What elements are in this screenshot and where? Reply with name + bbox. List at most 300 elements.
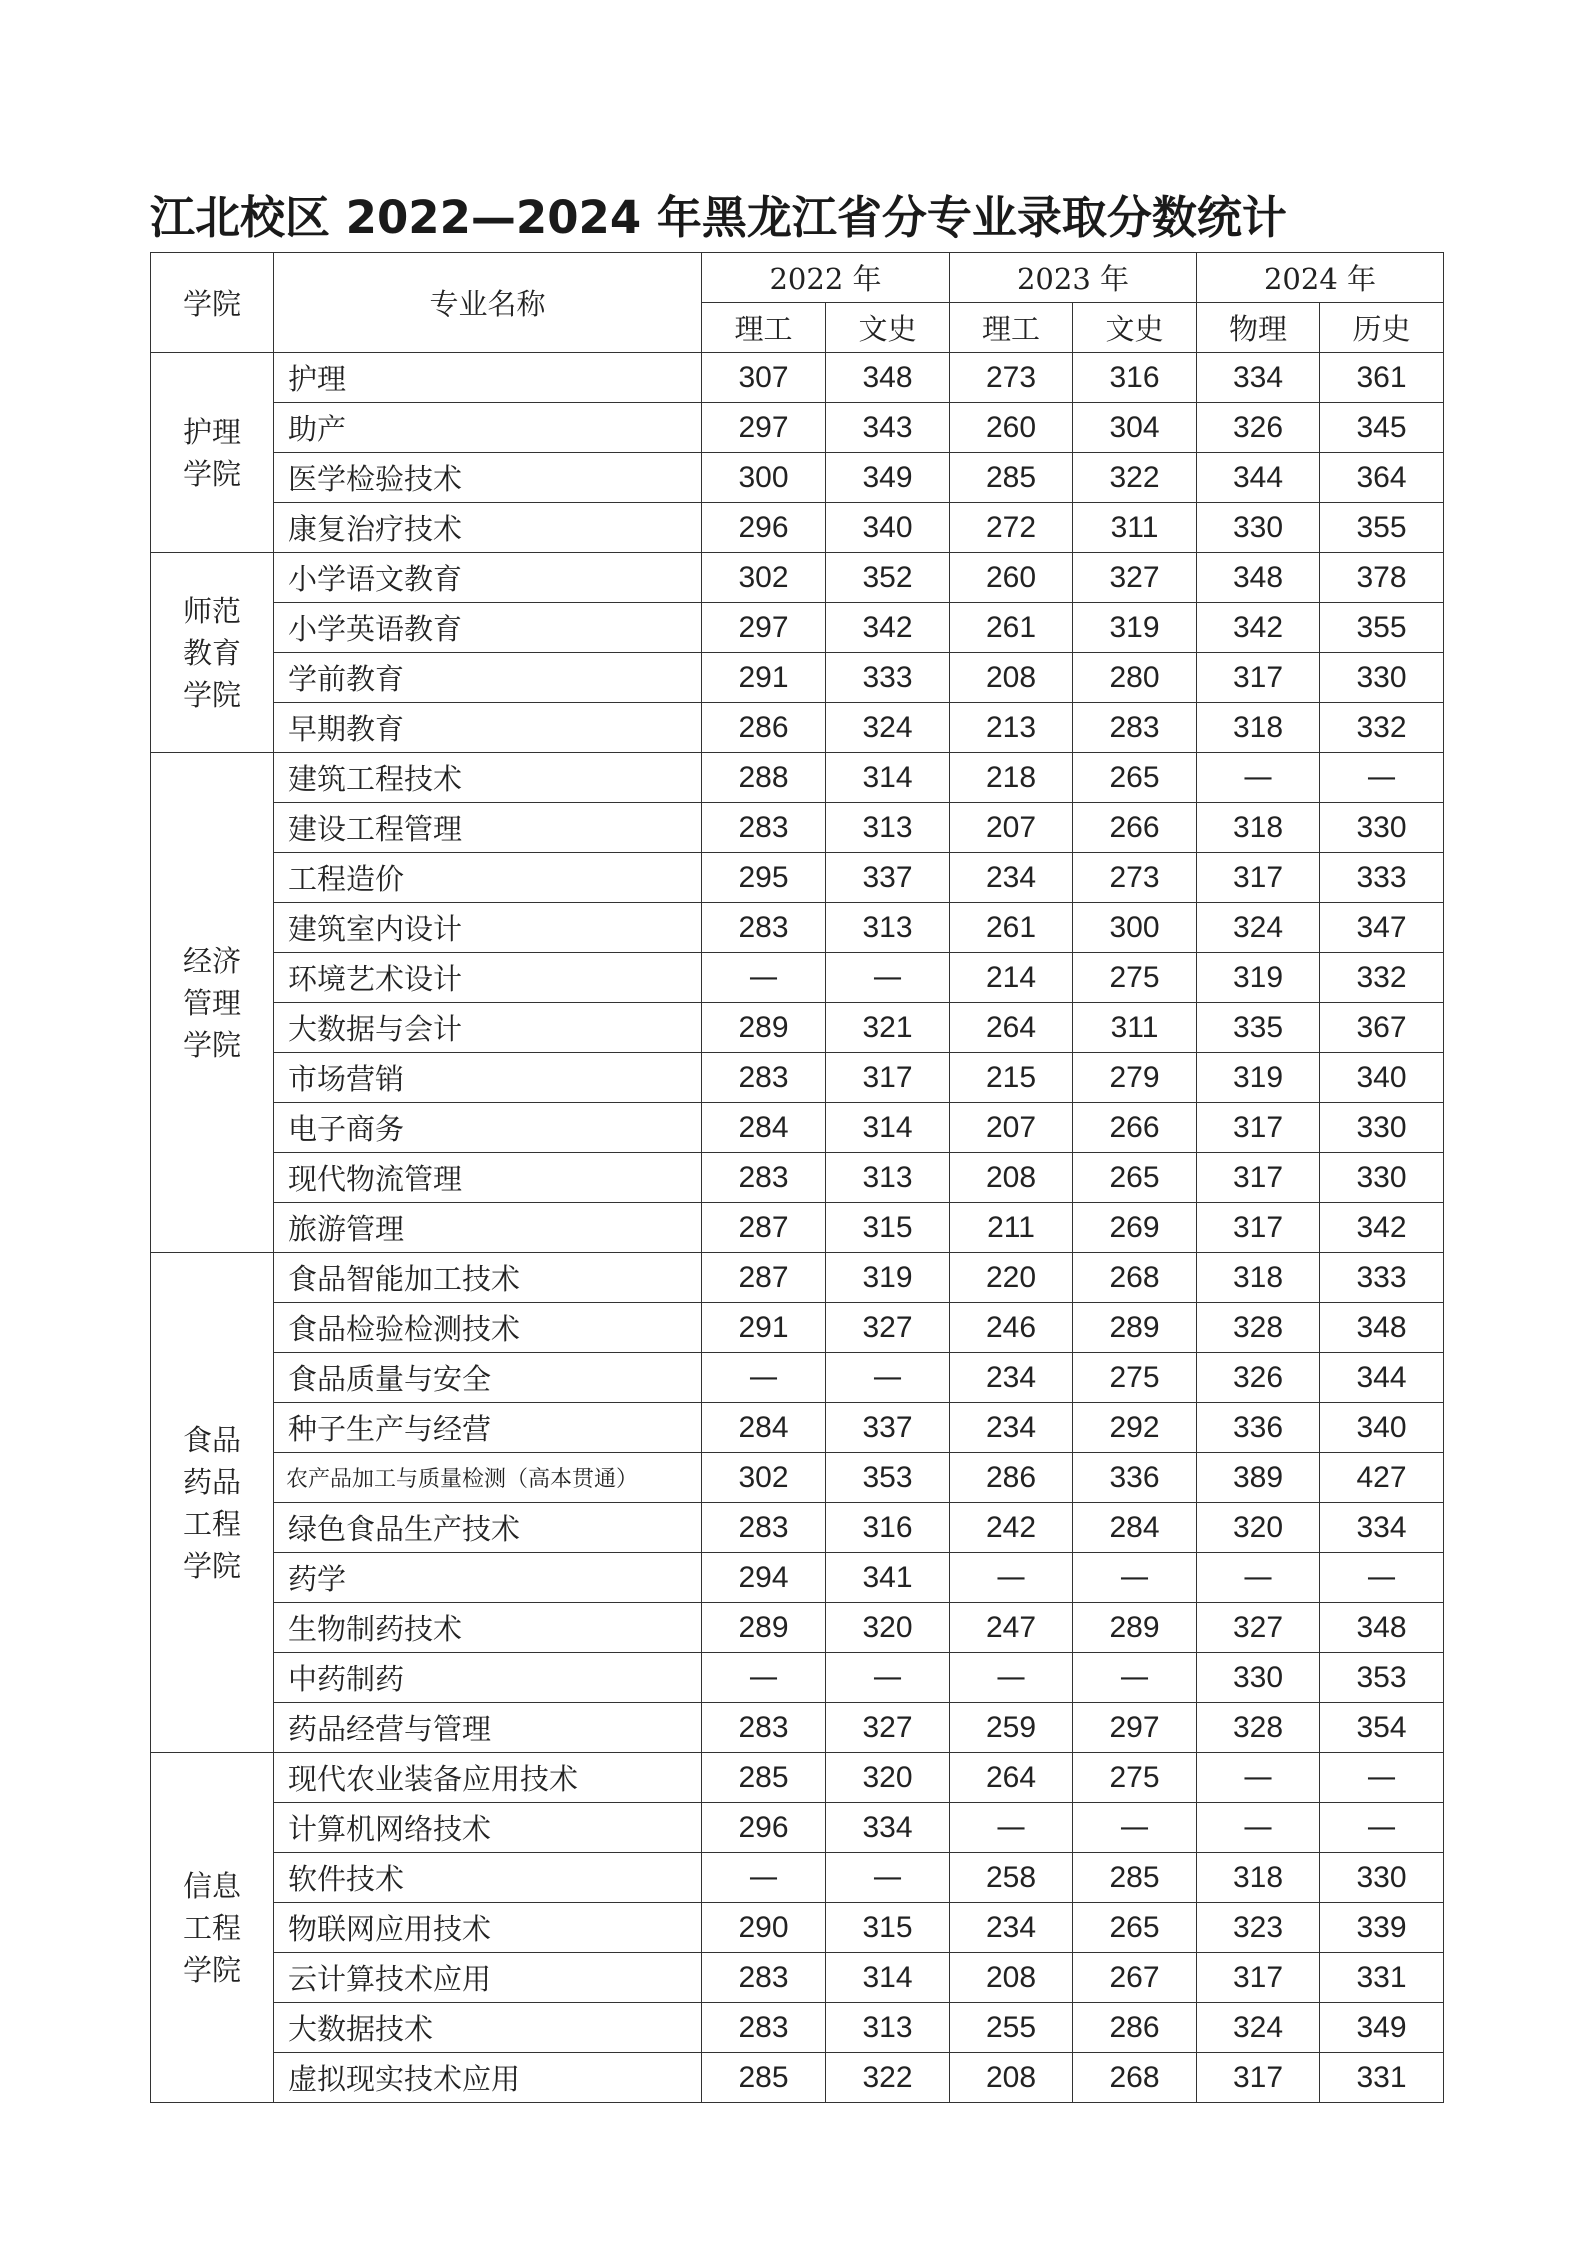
score-cell: 332	[1320, 703, 1444, 753]
major-name-cell: 绿色食品生产技术	[274, 1503, 702, 1553]
score-cell: 328	[1197, 1303, 1320, 1353]
score-cell: 292	[1073, 1403, 1197, 1453]
major-name-cell: 食品检验检测技术	[274, 1303, 702, 1353]
major-name-cell: 早期教育	[274, 703, 702, 753]
score-cell: 289	[1073, 1303, 1197, 1353]
score-cell: 283	[702, 803, 826, 853]
header-sub-2024-wuli: 物理	[1197, 303, 1320, 353]
college-name-cell	[151, 1753, 274, 2103]
score-cell: 214	[950, 953, 1073, 1003]
score-cell: 284	[702, 1403, 826, 1453]
score-cell: 348	[1320, 1303, 1444, 1353]
table-row	[151, 553, 1444, 603]
score-cell: 291	[702, 1303, 826, 1353]
score-cell: 328	[1197, 1703, 1320, 1753]
score-cell: 337	[826, 1403, 950, 1453]
table-row	[151, 1603, 1444, 1653]
score-cell: 324	[1197, 903, 1320, 953]
score-cell: 318	[1197, 803, 1320, 853]
score-cell: 314	[826, 1953, 950, 2003]
table-row	[151, 1303, 1444, 1353]
score-cell: 283	[702, 1703, 826, 1753]
score-cell: 348	[826, 353, 950, 403]
score-cell: 317	[826, 1053, 950, 1103]
score-cell: 283	[702, 903, 826, 953]
score-cell: 313	[826, 1153, 950, 1203]
score-cell: 300	[1073, 903, 1197, 953]
score-cell: 355	[1320, 603, 1444, 653]
major-name-cell: 大数据与会计	[274, 1003, 702, 1053]
score-cell: 284	[1073, 1503, 1197, 1553]
college-name-cell	[151, 753, 274, 1253]
score-cell: 208	[950, 1153, 1073, 1203]
college-name-line: 师范	[182, 593, 241, 628]
major-name-cell: 农产品加工与质量检测（高本贯通）	[274, 1453, 702, 1503]
score-cell: —	[950, 1653, 1073, 1703]
score-cell: 297	[702, 603, 826, 653]
header-year-2024: 2024 年	[1197, 253, 1444, 303]
score-cell: 297	[702, 403, 826, 453]
score-cell: 259	[950, 1703, 1073, 1753]
score-cell: 260	[950, 553, 1073, 603]
score-cell: 340	[826, 503, 950, 553]
score-cell: 367	[1320, 1003, 1444, 1053]
score-cell: 284	[702, 1103, 826, 1153]
table-row	[151, 1903, 1444, 1953]
header-sub-2023-ligong: 理工	[950, 303, 1073, 353]
score-cell: —	[702, 953, 826, 1003]
table-row	[151, 903, 1444, 953]
major-name-cell: 大数据技术	[274, 2003, 702, 2053]
score-cell: 340	[1320, 1053, 1444, 1103]
table-body	[151, 353, 1444, 2103]
score-cell: —	[1197, 1803, 1320, 1853]
score-cell: 247	[950, 1603, 1073, 1653]
score-cell: 320	[826, 1753, 950, 1803]
score-cell: 317	[1197, 1153, 1320, 1203]
score-cell: 290	[702, 1903, 826, 1953]
score-cell: 264	[950, 1753, 1073, 1803]
score-cell: —	[950, 1553, 1073, 1603]
score-cell: 313	[826, 903, 950, 953]
table-row	[151, 1503, 1444, 1553]
score-cell: 364	[1320, 453, 1444, 503]
table-row	[151, 1953, 1444, 2003]
major-name-cell: 食品质量与安全	[274, 1353, 702, 1403]
score-cell: 320	[826, 1603, 950, 1653]
major-name-cell: 建设工程管理	[274, 803, 702, 853]
major-name-cell: 电子商务	[274, 1103, 702, 1153]
score-cell: 327	[826, 1703, 950, 1753]
score-cell: 246	[950, 1303, 1073, 1353]
score-cell: 234	[950, 1353, 1073, 1403]
table-row	[151, 703, 1444, 753]
college-name-line: 学院	[182, 456, 241, 491]
score-cell: 275	[1073, 953, 1197, 1003]
score-cell: —	[826, 1353, 950, 1403]
table-row	[151, 2053, 1444, 2103]
college-name-line: 学院	[182, 1027, 241, 1062]
table-row	[151, 1853, 1444, 1903]
score-cell: 283	[702, 2003, 826, 2053]
score-cell: 269	[1073, 1203, 1197, 1253]
score-cell: —	[1073, 1653, 1197, 1703]
score-cell: 321	[826, 1003, 950, 1053]
score-cell: —	[1197, 753, 1320, 803]
score-cell: 318	[1197, 703, 1320, 753]
header-sub-2022-ligong: 理工	[702, 303, 826, 353]
score-cell: 316	[1073, 353, 1197, 403]
score-cell: —	[1073, 1803, 1197, 1853]
table-row	[151, 353, 1444, 403]
table-row	[151, 403, 1444, 453]
table-row	[151, 1753, 1444, 1803]
score-cell: 319	[1073, 603, 1197, 653]
major-name-cell: 生物制药技术	[274, 1603, 702, 1653]
score-cell: 273	[950, 353, 1073, 403]
score-cell: 268	[1073, 2053, 1197, 2103]
score-cell: 349	[826, 453, 950, 503]
score-cell: 300	[702, 453, 826, 503]
header-sub-2024-lishi: 历史	[1320, 303, 1444, 353]
major-name-cell: 小学语文教育	[274, 553, 702, 603]
score-cell: —	[826, 953, 950, 1003]
score-cell: 302	[702, 553, 826, 603]
score-cell: 280	[1073, 653, 1197, 703]
major-name-cell: 食品智能加工技术	[274, 1253, 702, 1303]
score-cell: 265	[1073, 1153, 1197, 1203]
score-cell: 296	[702, 503, 826, 553]
score-cell: 286	[950, 1453, 1073, 1503]
score-cell: 272	[950, 503, 1073, 553]
major-name-cell: 中药制药	[274, 1653, 702, 1703]
score-cell: 313	[826, 803, 950, 853]
score-cell: 322	[1073, 453, 1197, 503]
score-cell: 213	[950, 703, 1073, 753]
college-name-line: 教育	[182, 635, 241, 670]
score-cell: 324	[826, 703, 950, 753]
score-cell: 295	[702, 853, 826, 903]
score-cell: 287	[702, 1253, 826, 1303]
header-year-2022: 2022 年	[702, 253, 950, 303]
table-row	[151, 1353, 1444, 1403]
score-cell: 283	[702, 1953, 826, 2003]
table-row	[151, 653, 1444, 703]
table-row	[151, 1253, 1444, 1303]
score-cell: 285	[702, 2053, 826, 2103]
score-cell: 315	[826, 1903, 950, 1953]
score-cell: 427	[1320, 1453, 1444, 1503]
score-cell: 335	[1197, 1003, 1320, 1053]
score-cell: 327	[1197, 1603, 1320, 1653]
score-cell: 348	[1197, 553, 1320, 603]
score-cell: 332	[1320, 953, 1444, 1003]
score-cell: 330	[1320, 653, 1444, 703]
major-name-cell: 物联网应用技术	[274, 1903, 702, 1953]
major-name-cell: 现代物流管理	[274, 1153, 702, 1203]
major-name-cell: 小学英语教育	[274, 603, 702, 653]
score-cell: 333	[1320, 853, 1444, 903]
table-row	[151, 1153, 1444, 1203]
score-cell: 315	[826, 1203, 950, 1253]
score-cell: —	[1197, 1753, 1320, 1803]
score-cell: —	[1073, 1553, 1197, 1603]
major-name-cell: 现代农业装备应用技术	[274, 1753, 702, 1803]
score-cell: 234	[950, 1903, 1073, 1953]
score-cell: —	[1197, 1553, 1320, 1603]
score-cell: 314	[826, 753, 950, 803]
score-cell: —	[702, 1853, 826, 1903]
table-row	[151, 1403, 1444, 1453]
score-cell: 275	[1073, 1753, 1197, 1803]
major-name-cell: 环境艺术设计	[274, 953, 702, 1003]
score-cell: 318	[1197, 1253, 1320, 1303]
score-cell: 355	[1320, 503, 1444, 553]
score-cell: 344	[1197, 453, 1320, 503]
score-cell: 279	[1073, 1053, 1197, 1103]
score-cell: 343	[826, 403, 950, 453]
score-cell: 354	[1320, 1703, 1444, 1753]
score-cell: 326	[1197, 403, 1320, 453]
table-row	[151, 953, 1444, 1003]
college-name-line: 药品	[182, 1464, 241, 1499]
score-cell: 266	[1073, 1103, 1197, 1153]
score-cell: 336	[1073, 1453, 1197, 1503]
college-name-line: 护理	[182, 414, 241, 449]
score-cell: 291	[702, 653, 826, 703]
score-cell: 307	[702, 353, 826, 403]
score-cell: 294	[702, 1553, 826, 1603]
score-cell: 273	[1073, 853, 1197, 903]
score-cell: 342	[1197, 603, 1320, 653]
table-row	[151, 1553, 1444, 1603]
score-cell: 317	[1197, 653, 1320, 703]
table-row	[151, 753, 1444, 803]
score-cell: 286	[1073, 2003, 1197, 2053]
page-title: 江北校区 2022—2024 年黑龙江省分专业录取分数统计	[150, 191, 1287, 244]
score-cell: 327	[826, 1303, 950, 1353]
major-name-cell: 药品经营与管理	[274, 1703, 702, 1753]
score-cell: 208	[950, 653, 1073, 703]
college-name-line: 学院	[182, 677, 241, 712]
score-cell: 275	[1073, 1353, 1197, 1403]
score-cell: 302	[702, 1453, 826, 1503]
college-name-line: 工程	[182, 1910, 241, 1945]
score-cell: 319	[826, 1253, 950, 1303]
college-name-line: 学院	[182, 1952, 241, 1987]
score-cell: 220	[950, 1253, 1073, 1303]
score-cell: 317	[1197, 2053, 1320, 2103]
score-cell: 258	[950, 1853, 1073, 1903]
header-college: 学院	[151, 253, 274, 353]
score-cell: 266	[1073, 803, 1197, 853]
score-cell: 353	[826, 1453, 950, 1503]
score-cell: 289	[702, 1003, 826, 1053]
major-name-cell: 康复治疗技术	[274, 503, 702, 553]
table-row	[151, 503, 1444, 553]
score-cell: 337	[826, 853, 950, 903]
score-cell: —	[1320, 1753, 1444, 1803]
score-cell: 260	[950, 403, 1073, 453]
table-row	[151, 1053, 1444, 1103]
score-cell: 341	[826, 1553, 950, 1603]
score-cell: 344	[1320, 1353, 1444, 1403]
score-cell: 314	[826, 1103, 950, 1153]
college-name-line: 食品	[182, 1422, 241, 1457]
table-row	[151, 1703, 1444, 1753]
header-year-2023: 2023 年	[950, 253, 1197, 303]
score-cell: 389	[1197, 1453, 1320, 1503]
score-cell: —	[702, 1653, 826, 1703]
score-cell: 345	[1320, 403, 1444, 453]
table-row	[151, 853, 1444, 903]
score-cell: 288	[702, 753, 826, 803]
score-cell: —	[826, 1853, 950, 1903]
major-name-cell: 助产	[274, 403, 702, 453]
score-cell: 311	[1073, 503, 1197, 553]
score-cell: 330	[1197, 503, 1320, 553]
header-sub-2023-wenshi: 文史	[1073, 303, 1197, 353]
score-cell: 326	[1197, 1353, 1320, 1403]
score-cell: 317	[1197, 1203, 1320, 1253]
score-cell: 287	[702, 1203, 826, 1253]
score-cell: 261	[950, 603, 1073, 653]
score-cell: 283	[702, 1053, 826, 1103]
major-name-cell: 市场营销	[274, 1053, 702, 1103]
score-cell: 265	[1073, 753, 1197, 803]
score-cell: 340	[1320, 1403, 1444, 1453]
college-name-line: 工程	[182, 1506, 241, 1541]
score-cell: 215	[950, 1053, 1073, 1103]
score-cell: —	[1320, 1803, 1444, 1853]
score-cell: 289	[702, 1603, 826, 1653]
score-cell: 297	[1073, 1703, 1197, 1753]
score-cell: 333	[826, 653, 950, 703]
score-cell: 311	[1073, 1003, 1197, 1053]
score-cell: 255	[950, 2003, 1073, 2053]
major-name-cell: 云计算技术应用	[274, 1953, 702, 2003]
score-cell: 347	[1320, 903, 1444, 953]
score-cell: 267	[1073, 1953, 1197, 2003]
score-cell: —	[826, 1653, 950, 1703]
score-cell: 234	[950, 1403, 1073, 1453]
college-name-line: 学院	[182, 1548, 241, 1583]
score-cell: 286	[702, 703, 826, 753]
college-name-cell	[151, 553, 274, 753]
score-cell: 331	[1320, 1953, 1444, 2003]
major-name-cell: 软件技术	[274, 1853, 702, 1903]
score-cell: 242	[950, 1503, 1073, 1553]
major-name-cell: 计算机网络技术	[274, 1803, 702, 1853]
score-cell: 334	[1197, 353, 1320, 403]
score-cell: 317	[1197, 1953, 1320, 2003]
score-cell: 353	[1320, 1653, 1444, 1703]
score-cell: 320	[1197, 1503, 1320, 1553]
score-cell: 218	[950, 753, 1073, 803]
table-row	[151, 1003, 1444, 1053]
score-cell: 264	[950, 1003, 1073, 1053]
score-cell: —	[950, 1803, 1073, 1853]
major-name-cell: 虚拟现实技术应用	[274, 2053, 702, 2103]
table-row	[151, 453, 1444, 503]
score-cell: 265	[1073, 1903, 1197, 1953]
score-cell: 361	[1320, 353, 1444, 403]
score-cell: 323	[1197, 1903, 1320, 1953]
score-cell: 318	[1197, 1853, 1320, 1903]
table-row	[151, 1453, 1444, 1503]
college-name-line: 信息	[182, 1868, 241, 1903]
score-cell: 334	[826, 1803, 950, 1853]
score-cell: 348	[1320, 1603, 1444, 1653]
score-cell: 283	[702, 1503, 826, 1553]
header-sub-2022-wenshi: 文史	[826, 303, 950, 353]
score-cell: 330	[1197, 1653, 1320, 1703]
college-name-cell	[151, 1253, 274, 1753]
score-cell: 285	[950, 453, 1073, 503]
score-cell: 289	[1073, 1603, 1197, 1653]
score-cell: 283	[702, 1153, 826, 1203]
score-cell: 322	[826, 2053, 950, 2103]
score-cell: 342	[1320, 1203, 1444, 1253]
score-cell: 330	[1320, 1103, 1444, 1153]
score-cell: 313	[826, 2003, 950, 2053]
score-cell: 330	[1320, 1153, 1444, 1203]
score-cell: 339	[1320, 1903, 1444, 1953]
score-cell: —	[1320, 1553, 1444, 1603]
score-cell: 296	[702, 1803, 826, 1853]
college-name-cell	[151, 353, 274, 553]
score-cell: 319	[1197, 953, 1320, 1003]
score-cell: 319	[1197, 1053, 1320, 1103]
major-name-cell: 学前教育	[274, 653, 702, 703]
score-cell: 261	[950, 903, 1073, 953]
score-cell: 208	[950, 2053, 1073, 2103]
major-name-cell: 建筑室内设计	[274, 903, 702, 953]
table-header	[151, 253, 1444, 353]
score-cell: 317	[1197, 1103, 1320, 1153]
score-cell: 342	[826, 603, 950, 653]
score-cell: 324	[1197, 2003, 1320, 2053]
score-cell: 349	[1320, 2003, 1444, 2053]
score-cell: 207	[950, 803, 1073, 853]
score-cell: 327	[1073, 553, 1197, 603]
score-cell: 378	[1320, 553, 1444, 603]
college-name-line: 经济	[182, 943, 241, 978]
score-cell: 268	[1073, 1253, 1197, 1303]
table-row	[151, 1803, 1444, 1853]
score-cell: 333	[1320, 1253, 1444, 1303]
score-cell: 352	[826, 553, 950, 603]
major-name-cell: 护理	[274, 353, 702, 403]
header-major: 专业名称	[274, 253, 702, 353]
score-cell: 283	[1073, 703, 1197, 753]
score-cell: —	[1320, 753, 1444, 803]
college-name-line: 管理	[182, 985, 241, 1020]
score-cell: 334	[1320, 1503, 1444, 1553]
score-cell: 207	[950, 1103, 1073, 1153]
major-name-cell: 种子生产与经营	[274, 1403, 702, 1453]
table-row	[151, 603, 1444, 653]
table-row	[151, 803, 1444, 853]
score-cell: 234	[950, 853, 1073, 903]
score-cell: 285	[702, 1753, 826, 1803]
table-row	[151, 1103, 1444, 1153]
score-table	[150, 252, 1444, 2103]
major-name-cell: 建筑工程技术	[274, 753, 702, 803]
score-cell: 304	[1073, 403, 1197, 453]
score-cell: 211	[950, 1203, 1073, 1253]
major-name-cell: 旅游管理	[274, 1203, 702, 1253]
